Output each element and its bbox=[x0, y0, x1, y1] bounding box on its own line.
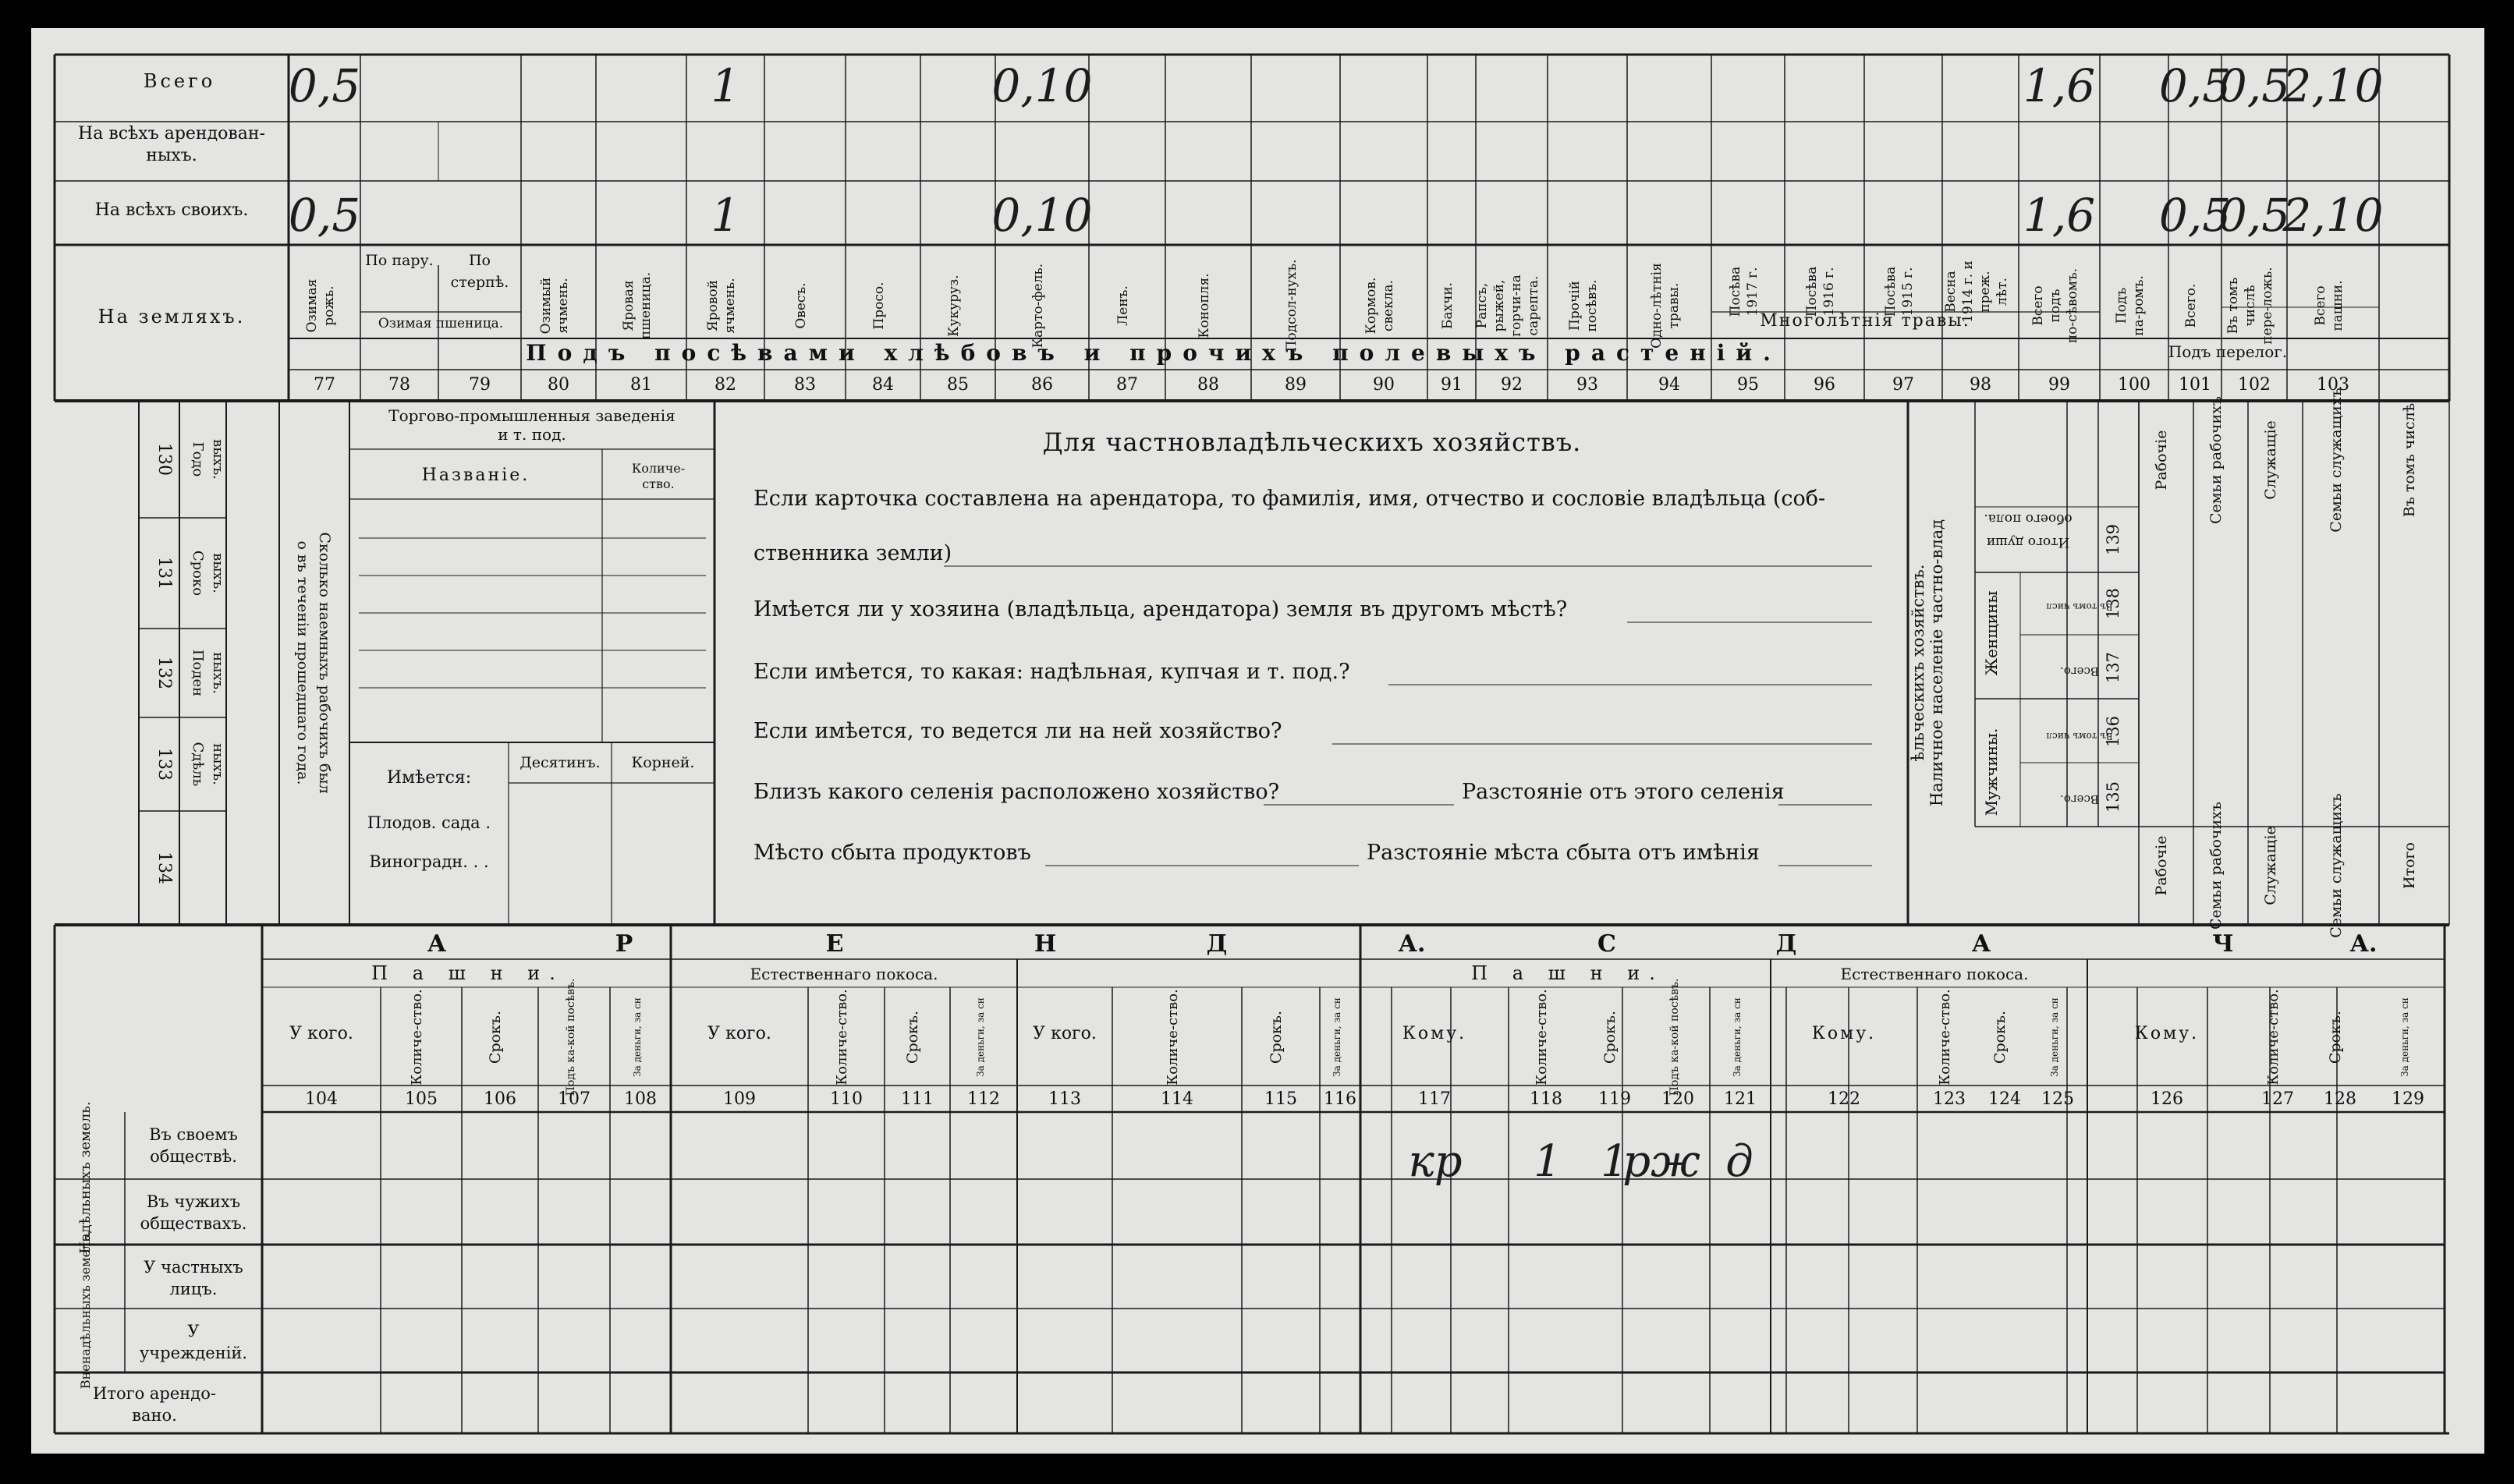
crop-column-label: Въ томъ bbox=[2225, 277, 2241, 335]
crop-column-label: сарепта. bbox=[1526, 275, 1541, 336]
private-box-distance: Разстоянiе отъ этого селенiя bbox=[1462, 780, 1785, 804]
sdacha-meadow: Естественнаго покоса. bbox=[1840, 965, 2029, 983]
worker-column-label: Сдѣль bbox=[190, 742, 206, 787]
crop-column-label: лѣт. bbox=[1995, 278, 2010, 306]
sdacha-heading: С bbox=[1597, 930, 1616, 958]
column-number: 95 bbox=[1737, 375, 1759, 395]
col-payment: За деньги, за сн bbox=[2049, 997, 2060, 1077]
crop-column-label: па-ромъ. bbox=[2131, 275, 2147, 336]
row-label-own: На всѣхъ своихъ. bbox=[94, 200, 249, 220]
column-number: 81 bbox=[630, 375, 652, 395]
arenda-heading: Р bbox=[615, 930, 633, 958]
column-number: 78 bbox=[388, 375, 410, 395]
column-number: 77 bbox=[314, 375, 335, 395]
private-box-market: Мѣсто сбыта продуктовъ bbox=[753, 841, 1031, 865]
worker-column-label: выхъ. bbox=[210, 439, 226, 480]
rent-row-label-2: обществѣ. bbox=[150, 1147, 237, 1166]
worker-column-number: 130 bbox=[154, 443, 174, 476]
crop-column-label: ячмень. bbox=[722, 278, 738, 334]
col-quantity: Количе-ство. bbox=[1937, 989, 1953, 1086]
arenda-heading: Д bbox=[1206, 930, 1228, 958]
workers-label-2: о въ теченiи прошедшаго года. bbox=[294, 540, 311, 785]
col-quantity: Количе-ство. bbox=[834, 989, 850, 1086]
crop-column-label: По bbox=[468, 252, 491, 269]
crop-column-label: преж. bbox=[1977, 271, 1993, 313]
population-working-age-2: Въ томъ числ bbox=[2046, 601, 2113, 612]
staff-column-label-bottom: Итого bbox=[2401, 842, 2418, 889]
col-payment: За деньги, за сн bbox=[1732, 997, 1743, 1077]
worker-column-label: Годо bbox=[190, 441, 206, 477]
private-box-line: ственника земли) bbox=[753, 541, 952, 565]
private-box-line: Если имѣется, то какая: надѣльная, купчая и т. под.? bbox=[753, 660, 1350, 684]
private-box-line: Если карточка составлена на арендатора, то фамилiя, имя, отчество и сословiе владѣльца (соб- bbox=[753, 487, 1826, 511]
arenda-meadow: Естественнаго покоса. bbox=[750, 965, 938, 983]
row-label-rented: На всѣхъ арендован- bbox=[78, 124, 265, 143]
trade-qty-header-2: ство. bbox=[642, 476, 675, 491]
orchard-vine: Виноградн. . . bbox=[369, 852, 489, 871]
col-term: Срокъ. bbox=[1268, 1010, 1285, 1064]
arenda-heading: Н bbox=[1034, 930, 1057, 958]
population-number: 138 bbox=[2104, 587, 2122, 620]
column-number: 102 bbox=[2238, 375, 2271, 395]
column-number: 99 bbox=[2048, 375, 2070, 395]
column-number: 83 bbox=[794, 375, 816, 395]
col-quantity: Количе-ство. bbox=[1165, 989, 1181, 1086]
arenda-arable: П а ш н и. bbox=[371, 962, 565, 984]
staff-column-label: Въ томъ числѣ bbox=[2401, 402, 2418, 518]
worker-column-number: 134 bbox=[154, 852, 174, 884]
handwritten-own: 2,10 bbox=[2282, 189, 2384, 242]
handwritten-total: 0,10 bbox=[991, 59, 1093, 112]
worker-column-label: ныхъ. bbox=[210, 743, 226, 785]
col-payment: За деньги, за сн bbox=[632, 997, 643, 1077]
handwritten-rent-out: рж bbox=[1622, 1136, 1700, 1187]
col-to-whom: Кому. bbox=[1402, 1024, 1467, 1043]
col-payment: За деньги, за сн bbox=[2399, 997, 2410, 1077]
crop-column-label: Яровой bbox=[705, 280, 721, 331]
staff-column-label-bottom: Рабочiе bbox=[2153, 835, 2170, 896]
rent-column-number: 107 bbox=[558, 1089, 590, 1109]
rent-column-number: 117 bbox=[1418, 1089, 1451, 1109]
column-number: 93 bbox=[1576, 375, 1598, 395]
private-box-title: Для частновладѣльческихъ хозяйствъ. bbox=[1042, 427, 1582, 457]
row-label-lands: На земляхъ. bbox=[98, 306, 246, 328]
handwritten-total: 1,6 bbox=[2023, 59, 2096, 112]
worker-column-number: 131 bbox=[154, 557, 174, 590]
arenda-heading: Е bbox=[825, 930, 844, 958]
rent-row-label-2: учрежденiй. bbox=[139, 1344, 248, 1362]
population-total-2: обоего пола. bbox=[1984, 511, 2073, 526]
sdacha-arable: П а ш н и. bbox=[1471, 962, 1665, 984]
rent-column-number: 108 bbox=[624, 1089, 657, 1109]
population-men: Мужчины. bbox=[1982, 728, 2001, 816]
column-number: 96 bbox=[1814, 375, 1835, 395]
rent-row-label-2: лицъ. bbox=[169, 1280, 218, 1298]
rent-column-number: 120 bbox=[1661, 1089, 1694, 1109]
column-number: 86 bbox=[1031, 375, 1053, 395]
rent-column-number: 128 bbox=[2324, 1089, 2356, 1109]
handwritten-rent-out: 1 bbox=[1534, 1136, 1562, 1187]
crops-banner: Подъ посѣвами хлѣбовъ и прочихъ полевыхъ растенiй. bbox=[526, 340, 1782, 366]
rent-column-number: 110 bbox=[830, 1089, 863, 1109]
column-number: 79 bbox=[469, 375, 491, 395]
col-who-from: У кого. bbox=[707, 1024, 771, 1043]
rent-row-label: У bbox=[187, 1322, 200, 1341]
population-total-men: Всего. bbox=[2060, 792, 2099, 806]
crop-column-label: Карто-фель. bbox=[1030, 263, 1046, 349]
population-total: Итого души bbox=[1986, 534, 2070, 550]
population-number: 136 bbox=[2104, 715, 2122, 748]
private-box-line: Если имѣется, то ведется ли на ней хозяйство? bbox=[753, 719, 1282, 743]
col-payment: За деньги, за сн bbox=[975, 997, 986, 1077]
crop-column-label: Просо. bbox=[871, 282, 887, 330]
population-women: Женщины bbox=[1982, 590, 2001, 676]
col-payment: За деньги, за сн bbox=[1331, 997, 1342, 1077]
col-term: Срокъ. bbox=[1601, 1010, 1619, 1064]
col-to-whom: Кому. bbox=[2134, 1024, 2200, 1043]
column-number: 87 bbox=[1116, 375, 1138, 395]
handwritten-own: 0,5 bbox=[288, 189, 361, 242]
col-under-crop: Подъ ка-кой посѣвъ. bbox=[565, 978, 577, 1096]
arenda-heading: А. bbox=[1398, 930, 1426, 958]
staff-column-label-bottom: Семьи служащихъ bbox=[2328, 793, 2345, 938]
rent-row-label-2: обществахъ. bbox=[140, 1214, 247, 1233]
fallow-group-label: Подъ перелог. bbox=[2168, 342, 2288, 361]
column-number: 94 bbox=[1658, 375, 1680, 395]
crop-column-label: Подсол-нухъ. bbox=[1284, 259, 1300, 352]
col-term: Срокъ. bbox=[2327, 1010, 2344, 1064]
rent-column-number: 104 bbox=[305, 1089, 338, 1109]
handwritten-total: 0,5 bbox=[288, 59, 361, 112]
workers-label: Сколько наемныхъ рабочихъ был bbox=[316, 532, 333, 794]
rent-column-number: 116 bbox=[1324, 1089, 1356, 1109]
column-number: 80 bbox=[548, 375, 569, 395]
worker-column-label: Сроко bbox=[190, 550, 206, 597]
worker-column-number: 132 bbox=[154, 657, 174, 689]
rent-column-number: 118 bbox=[1530, 1089, 1562, 1109]
crop-column-label: 1916 г. bbox=[1821, 267, 1837, 317]
trade-name-header: Названiе. bbox=[421, 466, 530, 485]
crop-column-label: числѣ bbox=[2243, 285, 2258, 327]
col-under-crop: Подъ ка-кой посѣвъ. bbox=[1668, 978, 1681, 1096]
crop-column-label: Посѣва bbox=[1883, 266, 1899, 317]
population-title: Наличное населенiе частно-влад bbox=[1927, 519, 1946, 807]
staff-column-label: Семьи рабочихъ bbox=[2207, 395, 2225, 525]
population-working-age: Въ томъ числ bbox=[2046, 731, 2113, 742]
crop-column-label: Ленъ. bbox=[1115, 285, 1131, 326]
rent-total-label: Итого арендо- bbox=[93, 1384, 216, 1403]
rent-column-number: 121 bbox=[1724, 1089, 1757, 1109]
crop-column-label: Посѣва bbox=[1728, 266, 1743, 317]
population-number: 137 bbox=[2104, 651, 2122, 684]
column-number: 98 bbox=[1970, 375, 1991, 395]
crop-column-label: Прочiй bbox=[1567, 281, 1583, 331]
handwritten-own: 0,5 bbox=[2158, 189, 2232, 242]
sdacha-heading: А bbox=[1971, 930, 1991, 958]
column-number: 84 bbox=[872, 375, 894, 395]
column-number: 100 bbox=[2118, 375, 2151, 395]
col-quantity: Количе-ство. bbox=[1534, 989, 1550, 1086]
crop-column-label: пашни. bbox=[2330, 280, 2346, 331]
perennial-group-label: Многолѣтнiя травы. bbox=[1760, 311, 1970, 331]
population-number: 135 bbox=[2104, 781, 2122, 813]
rent-row-label: Въ чужихъ bbox=[146, 1192, 241, 1211]
orchard-dess-header: Десятинъ. bbox=[519, 754, 601, 771]
handwritten-total: 1 bbox=[711, 59, 740, 112]
column-number: 90 bbox=[1373, 375, 1395, 395]
col-to-whom: Кому. bbox=[1811, 1024, 1877, 1043]
rent-column-number: 114 bbox=[1161, 1089, 1193, 1109]
rent-column-number: 106 bbox=[484, 1089, 516, 1109]
row-label-total: Всего bbox=[143, 70, 216, 92]
rent-column-number: 113 bbox=[1048, 1089, 1081, 1109]
crop-column-label: 1917 г. bbox=[1745, 267, 1761, 317]
col-term: Срокъ. bbox=[1991, 1010, 2009, 1064]
column-number: 103 bbox=[2317, 375, 2349, 395]
crop-column-label: Всего bbox=[2313, 285, 2328, 326]
rent-column-number: 111 bbox=[901, 1089, 934, 1109]
column-number: 92 bbox=[1501, 375, 1523, 395]
group-nadel: Надѣльныхъ земель. bbox=[77, 1101, 94, 1254]
private-box-village: Близъ какого селенiя расположено хозяйство? bbox=[753, 780, 1280, 804]
handwritten-rent-out: 1 bbox=[1601, 1136, 1629, 1187]
column-number: 101 bbox=[2179, 375, 2211, 395]
arenda-heading: А bbox=[427, 930, 447, 958]
rent-row-label: Въ своемъ bbox=[149, 1125, 238, 1144]
rent-column-number: 127 bbox=[2261, 1089, 2294, 1109]
rent-row-label: У частныхъ bbox=[144, 1258, 243, 1277]
trade-title: Торгово-промышленныя заведенiя bbox=[388, 406, 675, 425]
col-who-from: У кого. bbox=[289, 1024, 353, 1043]
crop-column-label: травы. bbox=[1666, 282, 1682, 329]
crop-column-label: стерпѣ. bbox=[450, 274, 509, 291]
crop-column-label: Подъ bbox=[2114, 287, 2129, 324]
handwritten-own: 0,5 bbox=[2218, 189, 2291, 242]
orchard-fruit: Плодов. сада . bbox=[367, 813, 491, 832]
col-term: Срокъ. bbox=[487, 1010, 504, 1064]
sdacha-heading: Ч bbox=[2212, 930, 2234, 958]
handwritten-rent-out: д bbox=[1725, 1136, 1753, 1187]
crop-column-label: Одно-лѣтнiя bbox=[1649, 263, 1665, 349]
crop-column-label: пере-ложь. bbox=[2260, 267, 2275, 345]
crop-column-label: горчи-на bbox=[1509, 274, 1524, 337]
col-term: Срокъ. bbox=[904, 1010, 921, 1064]
crop-column-label: Озимая bbox=[304, 278, 320, 333]
rent-column-number: 119 bbox=[1598, 1089, 1631, 1109]
staff-column-label-bottom: Семьи рабочихъ bbox=[2207, 801, 2225, 930]
worker-column-label: Поден bbox=[190, 649, 206, 697]
rent-total-label-2: вано. bbox=[132, 1406, 177, 1425]
handwritten-rent-out: кр bbox=[1408, 1136, 1463, 1187]
crop-column-label: подъ bbox=[2048, 289, 2063, 323]
crop-column-label: Всего bbox=[2030, 285, 2046, 326]
crop-column-label: посѣвъ. bbox=[1584, 279, 1600, 332]
column-number: 88 bbox=[1197, 375, 1219, 395]
staff-column-label-bottom: Служащiе bbox=[2262, 826, 2279, 905]
staff-column-label: Рабочiе bbox=[2153, 430, 2170, 491]
private-box-market-distance: Разстоянiе мѣста сбыта отъ имѣнiя bbox=[1367, 841, 1760, 865]
staff-column-label: Служащiе bbox=[2262, 420, 2279, 500]
crop-column-label: Рапсъ, bbox=[1474, 282, 1490, 329]
crop-column-label: Овесъ. bbox=[793, 282, 809, 329]
rent-column-number: 125 bbox=[2041, 1089, 2074, 1109]
rent-column-number: 112 bbox=[967, 1089, 1000, 1109]
worker-column-label: ныхъ. bbox=[210, 652, 226, 694]
private-box-line: Имѣется ли у хозяина (владѣльца, арендатора) земля въ другомъ мѣстѣ? bbox=[753, 597, 1568, 622]
handwritten-total: 0,5 bbox=[2218, 59, 2291, 112]
group-other: Вненадѣльныхъ земель. bbox=[78, 1231, 93, 1390]
population-number: 139 bbox=[2104, 523, 2122, 556]
handwritten-total: 2,10 bbox=[2282, 59, 2384, 112]
rent-column-number: 109 bbox=[723, 1089, 756, 1109]
handwritten-total: 0,5 bbox=[2158, 59, 2232, 112]
column-number: 82 bbox=[714, 375, 736, 395]
crop-column-label: Бахчи. bbox=[1440, 282, 1456, 330]
crop-column-label: 1914 г. и bbox=[1960, 260, 1976, 323]
worker-column-label: выхъ. bbox=[210, 553, 226, 593]
crop-column-label: 1915 г. bbox=[1900, 267, 1916, 317]
column-number: 91 bbox=[1441, 375, 1463, 395]
row-label-rented-2: ныхъ. bbox=[146, 146, 197, 165]
crop-column-label: Всего. bbox=[2183, 283, 2199, 328]
rent-column-number: 129 bbox=[2392, 1089, 2424, 1109]
crop-column-label: свекла. bbox=[1381, 279, 1396, 332]
rent-column-number: 115 bbox=[1264, 1089, 1297, 1109]
crop-column-label: Кормов. bbox=[1363, 277, 1379, 335]
population-title-2: ѣльческихъ хозяйствъ. bbox=[1909, 564, 1927, 762]
handwritten-own: 0,10 bbox=[991, 189, 1093, 242]
crop-column-label: Озимый bbox=[538, 277, 554, 335]
crop-column-label: ячмень. bbox=[555, 278, 571, 334]
crop-column-label: Весна bbox=[1943, 271, 1959, 313]
column-number: 89 bbox=[1285, 375, 1307, 395]
handwritten-own: 1,6 bbox=[2023, 189, 2096, 242]
column-number: 97 bbox=[1892, 375, 1914, 395]
crop-column-label: пшеница. bbox=[638, 271, 654, 340]
worker-column-number: 133 bbox=[154, 748, 174, 781]
col-quantity: Количе-ство. bbox=[409, 989, 425, 1086]
trade-qty-header: Количе- bbox=[631, 461, 686, 476]
crop-column-label: по-сѣвомъ. bbox=[2065, 267, 2080, 344]
wheat-group-label: Озимая пшеница. bbox=[378, 316, 504, 331]
sdacha-heading: А. bbox=[2349, 930, 2377, 958]
crop-column-label: рожь. bbox=[321, 285, 337, 326]
trade-title-2: и т. под. bbox=[498, 425, 566, 444]
crop-column-label: По пару. bbox=[365, 252, 434, 269]
column-number: 85 bbox=[947, 375, 969, 395]
crop-column-label: Яровая bbox=[621, 280, 636, 331]
crop-column-label: Посѣва bbox=[1804, 266, 1820, 317]
crop-column-label: Кукуруз. bbox=[946, 274, 962, 337]
population-total-women: Всего. bbox=[2060, 664, 2099, 678]
staff-column-label: Семьи служащихъ bbox=[2328, 388, 2345, 533]
col-quantity: Количе-ство. bbox=[2265, 989, 2282, 1086]
crop-column-label: Конопля. bbox=[1197, 273, 1212, 338]
orchard-roots-header: Корней. bbox=[631, 754, 695, 771]
sdacha-heading: Д bbox=[1775, 930, 1797, 958]
rent-column-number: 123 bbox=[1933, 1089, 1966, 1109]
rent-column-number: 105 bbox=[405, 1089, 438, 1109]
rent-column-number: 126 bbox=[2151, 1089, 2183, 1109]
rent-column-number: 124 bbox=[1988, 1089, 2021, 1109]
handwritten-own: 1 bbox=[711, 189, 740, 242]
orchard-has: Имѣется: bbox=[386, 768, 472, 788]
col-who-from: У кого. bbox=[1033, 1024, 1097, 1043]
rent-column-number: 122 bbox=[1828, 1089, 1860, 1109]
crop-column-label: рыжей, bbox=[1491, 279, 1507, 332]
